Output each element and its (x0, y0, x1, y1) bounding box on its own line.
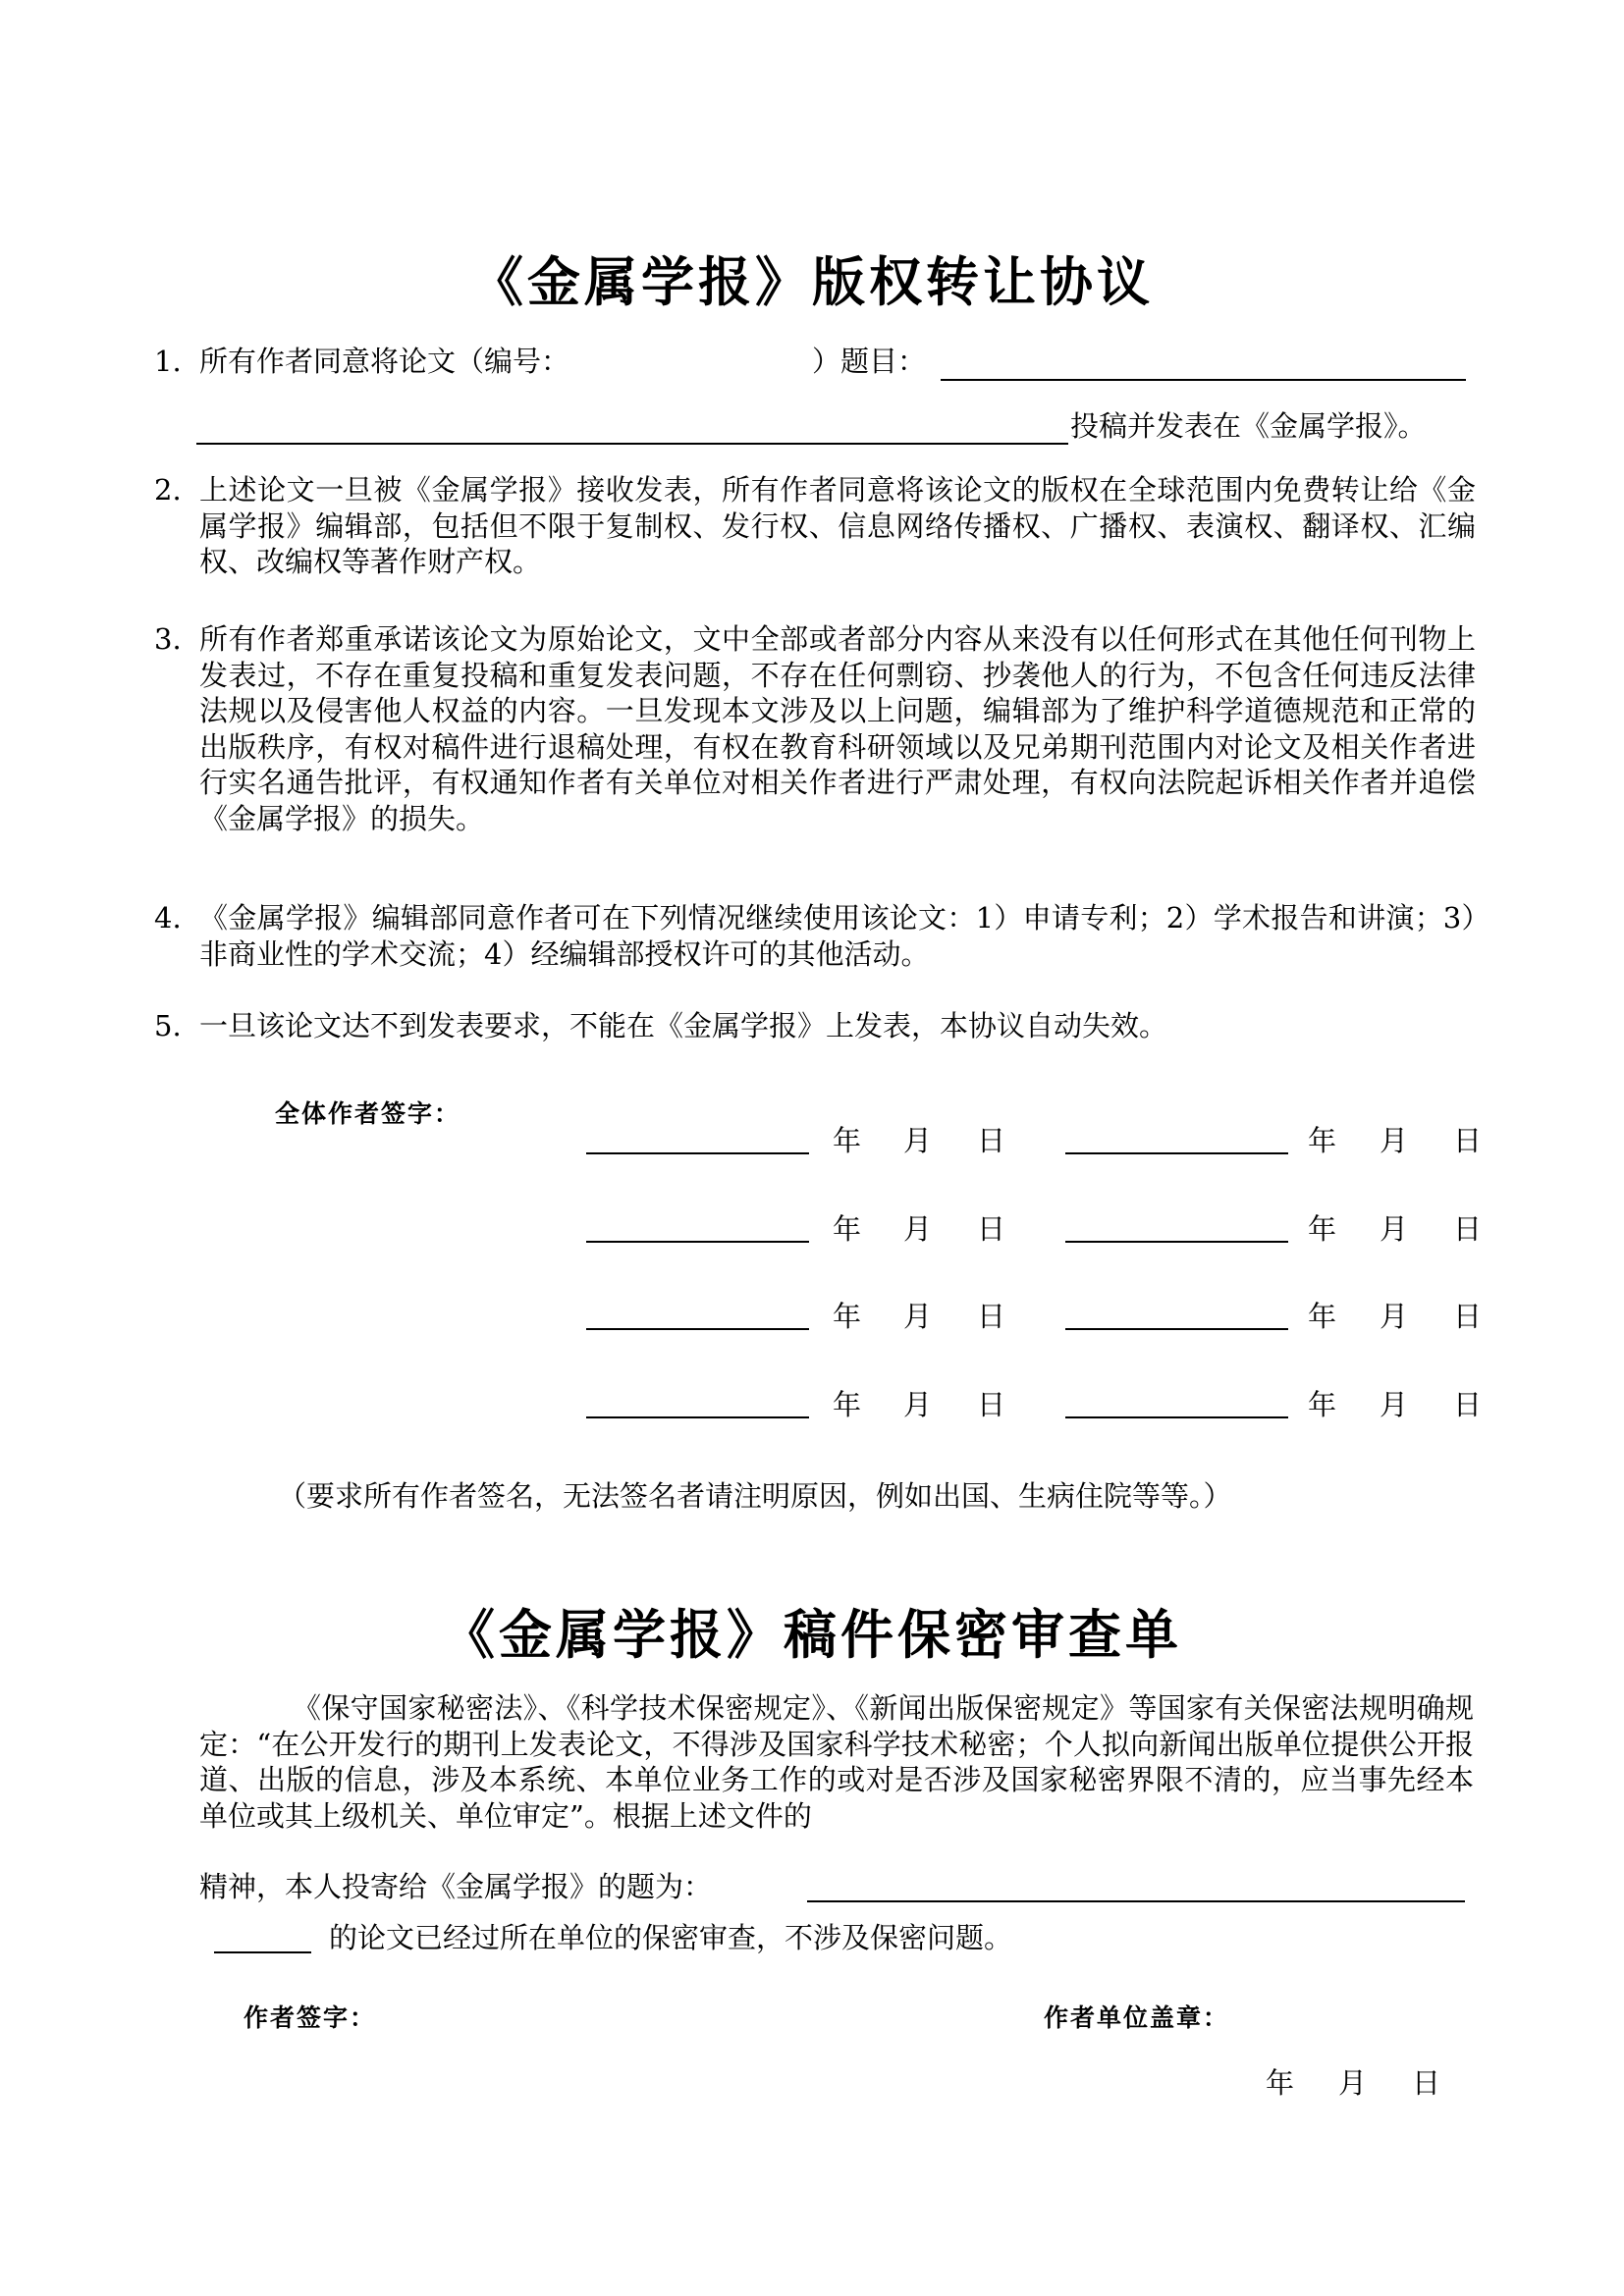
paper-title-blank-line[interactable] (807, 1900, 1465, 1902)
day-label: 日 (977, 1124, 1006, 1157)
item1-lead: 所有作者同意将论文（编号： (199, 345, 570, 378)
day-label: 日 (977, 1300, 1006, 1333)
title-blank-line[interactable] (941, 379, 1466, 381)
year-label: 年 (1308, 1212, 1337, 1246)
year-label: 年 (833, 1124, 862, 1157)
year-label: 年 (833, 1388, 862, 1421)
signature-line[interactable] (586, 1328, 809, 1330)
signature-line[interactable] (586, 1152, 809, 1154)
day-label: 日 (1453, 1124, 1483, 1157)
item2-number: 2. (154, 473, 182, 507)
signature-line[interactable] (1065, 1241, 1288, 1243)
item1-mid: ）题目： (812, 345, 927, 378)
signature-note: （要求所有作者签名，无法签名者请注明原因，例如出国、生病住院等等。） (278, 1479, 1232, 1513)
all-authors-signature-label: 全体作者签字： (275, 1099, 461, 1128)
day-label: 日 (1453, 1300, 1483, 1333)
item3-text: 所有作者郑重承诺该论文为原始论文，文中全部或者部分内容从来没有以任何形式在其他任何刊物上发表过，不存在重复投稿和重复发表问题，不存在任何剽窃、抄袭他人的行为，不包含任何违反法律法规以及侵害他人权益的内容。一旦发现本文涉及以上问题，编辑部为了维护科学道德规范和正常的出版秩序，有权对稿件进行退稿处理，有权在教育科研领域以及兄弟期刊范围内对论文及相关作者进行实名通告批评，有权通知作者有关单位对相关作者进行严肃处理，有权向法院起诉相关作者并追偿《金属学报》的损失。 (199, 622, 1476, 835)
agreement-title: 《金属学报》版权转让协议 (470, 250, 1154, 313)
signature-line[interactable] (1065, 1416, 1288, 1418)
item5-text: 一旦该论文达不到发表要求，不能在《金属学报》上发表，本协议自动失效。 (199, 1009, 1168, 1042)
year-label: 年 (833, 1212, 862, 1246)
month-label: 月 (903, 1388, 933, 1421)
year-label: 年 (833, 1300, 862, 1333)
item1-tail: 投稿并发表在《金属学报》。 (1070, 409, 1427, 443)
day-label: 日 (977, 1212, 1006, 1246)
month-label: 月 (903, 1300, 933, 1333)
signature-line[interactable] (1065, 1152, 1288, 1154)
month-label: 月 (903, 1212, 933, 1246)
author-signature-label: 作者签字： (244, 2003, 377, 2032)
month-label: 月 (1380, 1388, 1409, 1421)
day-label: 日 (977, 1388, 1006, 1421)
item1-number: 1. (154, 345, 182, 378)
unit-seal-label: 作者单位盖章： (1044, 2003, 1230, 2032)
signature-line[interactable] (586, 1241, 809, 1243)
item2-text: 上述论文一旦被《金属学报》接收发表，所有作者同意将该论文的版权在全球范围内免费转让给《金属学报》编辑部，包括但不限于复制权、发行权、信息网络传播权、广播权、表演权、翻译权、汇编权、改编权等著作财产权。 (199, 473, 1476, 578)
year-label: 年 (1308, 1124, 1337, 1157)
day-label: 日 (1453, 1212, 1483, 1246)
review-paragraph: 《保守国家秘密法》、《科学技术保密规定》、《新闻出版保密规定》等国家有关保密法规明确规定：“在公开发行的期刊上发表论文，不得涉及国家科学技术秘密；个人拟向新闻出版单位提供公开报道、出版的信息，涉及本系统、本单位业务工作的或对是否涉及国家秘密界限不清的，应当事先经本单位或其上级机关、单位审定”。根据上述文件的 (199, 1691, 1474, 1833)
review-title: 《金属学报》稿件保密审查单 (442, 1603, 1182, 1666)
review-month-label: 月 (1338, 2066, 1368, 2100)
paper-title-blank-line-2[interactable] (214, 1951, 311, 1953)
review-line5: 精神，本人投寄给《金属学报》的题为： (199, 1870, 713, 1903)
review-day-label: 日 (1412, 2066, 1441, 2100)
item3-number: 3. (154, 622, 182, 656)
item4-number: 4. (154, 901, 182, 934)
month-label: 月 (903, 1124, 933, 1157)
item5-number: 5. (154, 1009, 182, 1042)
month-label: 月 (1380, 1300, 1409, 1333)
month-label: 月 (1380, 1212, 1409, 1246)
review-line6: 的论文已经过所在单位的保密审查，不涉及保密问题。 (329, 1921, 1013, 1954)
review-year-label: 年 (1266, 2066, 1295, 2100)
signature-line[interactable] (586, 1416, 809, 1418)
signature-line[interactable] (1065, 1328, 1288, 1330)
title-blank-line-2[interactable] (196, 443, 1068, 445)
item4-text: 《金属学报》编辑部同意作者可在下列情况继续使用该论文：1）申请专利；2）学术报告和讲演；3）非商业性的学术交流；4）经编辑部授权许可的其他活动。 (199, 901, 1476, 971)
month-label: 月 (1380, 1124, 1409, 1157)
year-label: 年 (1308, 1300, 1337, 1333)
day-label: 日 (1453, 1388, 1483, 1421)
year-label: 年 (1308, 1388, 1337, 1421)
